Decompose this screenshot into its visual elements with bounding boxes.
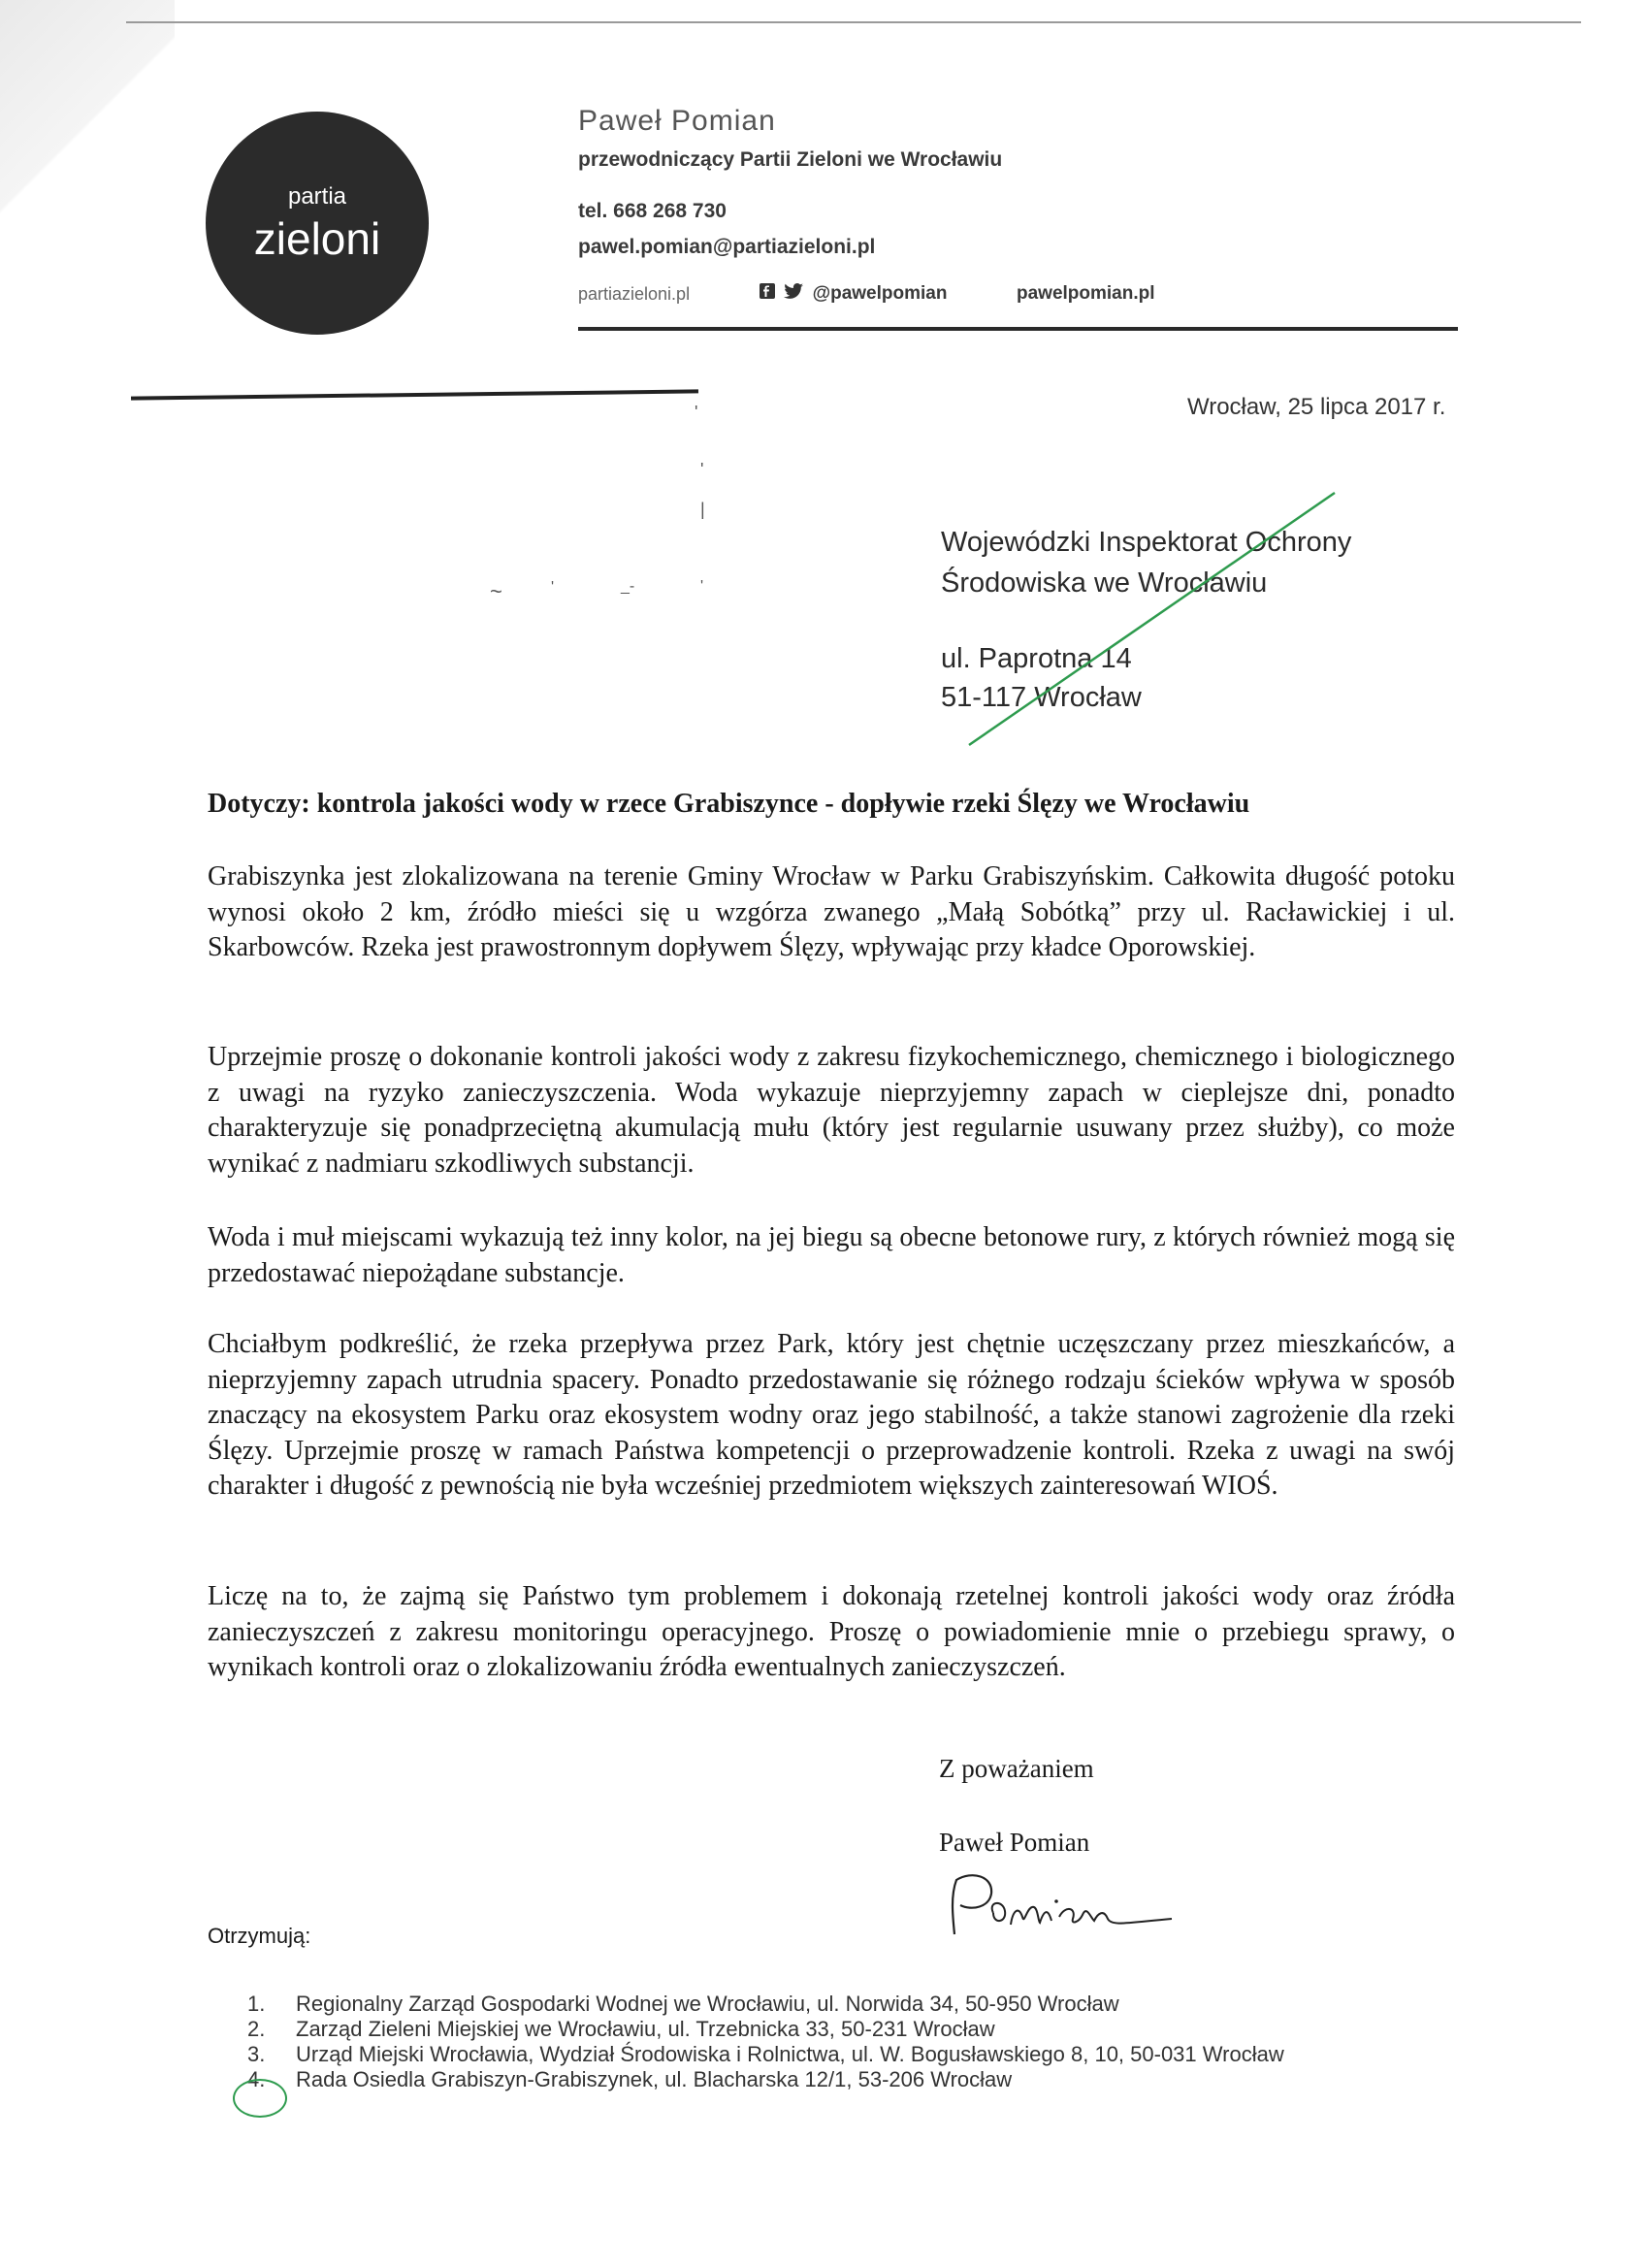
green-circle-mark xyxy=(233,2079,287,2118)
list-item-text: Zarząd Zieleni Miejskiej we Wrocławiu, ul. Trzebnicka 33, 50-231 Wrocław xyxy=(296,2017,995,2041)
sender-name: Paweł Pomian xyxy=(578,105,776,137)
body-paragraph: Woda i muł miejscami wykazują też inny kolor, na jej biegu są obecne betonowe rury, z których również mogą się przedostawać niepożądane substancje. xyxy=(208,1222,1455,1288)
logo-top-text: partia xyxy=(287,183,347,210)
scan-mark: ' xyxy=(551,579,555,596)
list-item-number: 4. xyxy=(247,2067,266,2091)
scan-mark: ~ xyxy=(490,579,502,603)
scan-mark: ' xyxy=(700,460,704,479)
body-paragraph: Grabiszynka jest zlokalizowana na terenie Gminy Wrocław w Parku Grabiszyńskim. Całkowita długość potoku wynosi około 2 km, źródło mieści się u wzgórza zwanego „Małą Sobótką” przy ul. Racławickiej i ul. Skarbowców. Rzeka jest prawostronnym dopływem Ślęzy, wpływając przy kładce Oporowskiej. xyxy=(208,861,1455,962)
letter-date: Wrocław, 25 lipca 2017 r. xyxy=(1187,394,1446,420)
signer-name: Paweł Pomian xyxy=(939,1828,1090,1857)
recipient-line-1: Wojewódzki Inspektorat Ochrony xyxy=(941,527,1352,558)
party-website: partiazieloni.pl xyxy=(578,284,691,304)
logo-main-text: zieloni xyxy=(253,213,381,264)
list-item-number: 1. xyxy=(247,1992,266,2016)
personal-website: pawelpomian.pl xyxy=(1017,283,1155,304)
body-paragraph: Liczę na to, że zajmą się Państwo tym problemem i dokonają rzetelnej kontroli jakości wody oraz źródła zanieczyszczeń z zakresu monitoringu operacyjnego. Proszę o powiadomienie mnie o przebiegu sprawy, o wynikach kontroli oraz o zlokalizowaniu źródła ewentualnych zanieczyszczeń. xyxy=(208,1581,1455,1682)
list-item-text: Rada Osiedla Grabiszyn-Grabiszynek, ul. Blacharska 12/1, 53-206 Wrocław xyxy=(296,2067,1013,2091)
scan-mark: ' xyxy=(700,578,704,595)
list-item-text: Regionalny Zarząd Gospodarki Wodnej we Wrocławiu, ul. Norwida 34, 50-950 Wrocław xyxy=(296,1992,1119,2016)
list-item-text: Urząd Miejski Wrocławia, Wydział Środowiska i Rolnictwa, ul. W. Bogusławskiego 8, 10, 50-031 Wrocław xyxy=(296,2042,1284,2066)
scan-mark: | xyxy=(700,500,705,519)
recipient-street: ul. Paprotna 14 xyxy=(941,643,1132,674)
scan-mark: _- xyxy=(621,578,635,595)
list-item-number: 3. xyxy=(247,2042,266,2066)
scan-mark: ' xyxy=(695,403,698,422)
social-handle: @pawelpomian xyxy=(812,283,948,305)
recipient-line-2: Środowiska we Wrocławiu xyxy=(941,567,1268,599)
sender-phone: tel. 668 268 730 xyxy=(578,200,727,222)
sender-role: przewodniczący Partii Zieloni we Wrocławiu xyxy=(578,148,1003,171)
body-paragraph: Chciałbym podkreślić, że rzeka przepływa przez Park, który jest chętnie uczęszczany przez mieszkańców, a nieprzyjemny zapach utrudnia spacery. Ponadto przedostawanie się różnego rodzaju ścieków wpływa w sposób znaczący na ekosystem Parku oraz ekosystem wodny oraz jego stabilność, a także stanowi zagrożenie dla rzeki Ślęzy. Uprzejmie proszę w ramach Państwa kompetencji o przeprowadzenie kontroli. Rzeka z uwagi na swój charakter i długość z pewnością nie była wcześniej przedmiotem większych zainteresowań WIOŚ. xyxy=(208,1329,1455,1501)
recipients-label: Otrzymują: xyxy=(208,1924,311,1948)
sender-email: pawel.pomian@partiazieloni.pl xyxy=(578,236,876,258)
closing-salutation: Z poważaniem xyxy=(939,1754,1094,1783)
letter-subject: Dotyczy: kontrola jakości wody w rzece Grabiszynce - dopływie rzeki Ślęzy we Wrocławiu xyxy=(208,789,1250,819)
handwritten-signature xyxy=(943,1866,1195,1944)
list-item-number: 2. xyxy=(247,2017,266,2041)
body-paragraph: Uprzejmie proszę o dokonanie kontroli jakości wody z zakresu fizykochemicznego, chemicznego i biologicznego z uwagi na ryzyko zanieczyszczenia. Woda wykazuje nieprzyjemny zapach w cieplejsze dni, ponadto charakteryzuje się ponadprzeciętną akumulacją mułu (który jest regularnie usuwany przez służby), co może wynikać z nadmiaru szkodliwych substancji. xyxy=(208,1042,1455,1179)
recipient-city: 51-117 Wrocław xyxy=(941,682,1142,713)
